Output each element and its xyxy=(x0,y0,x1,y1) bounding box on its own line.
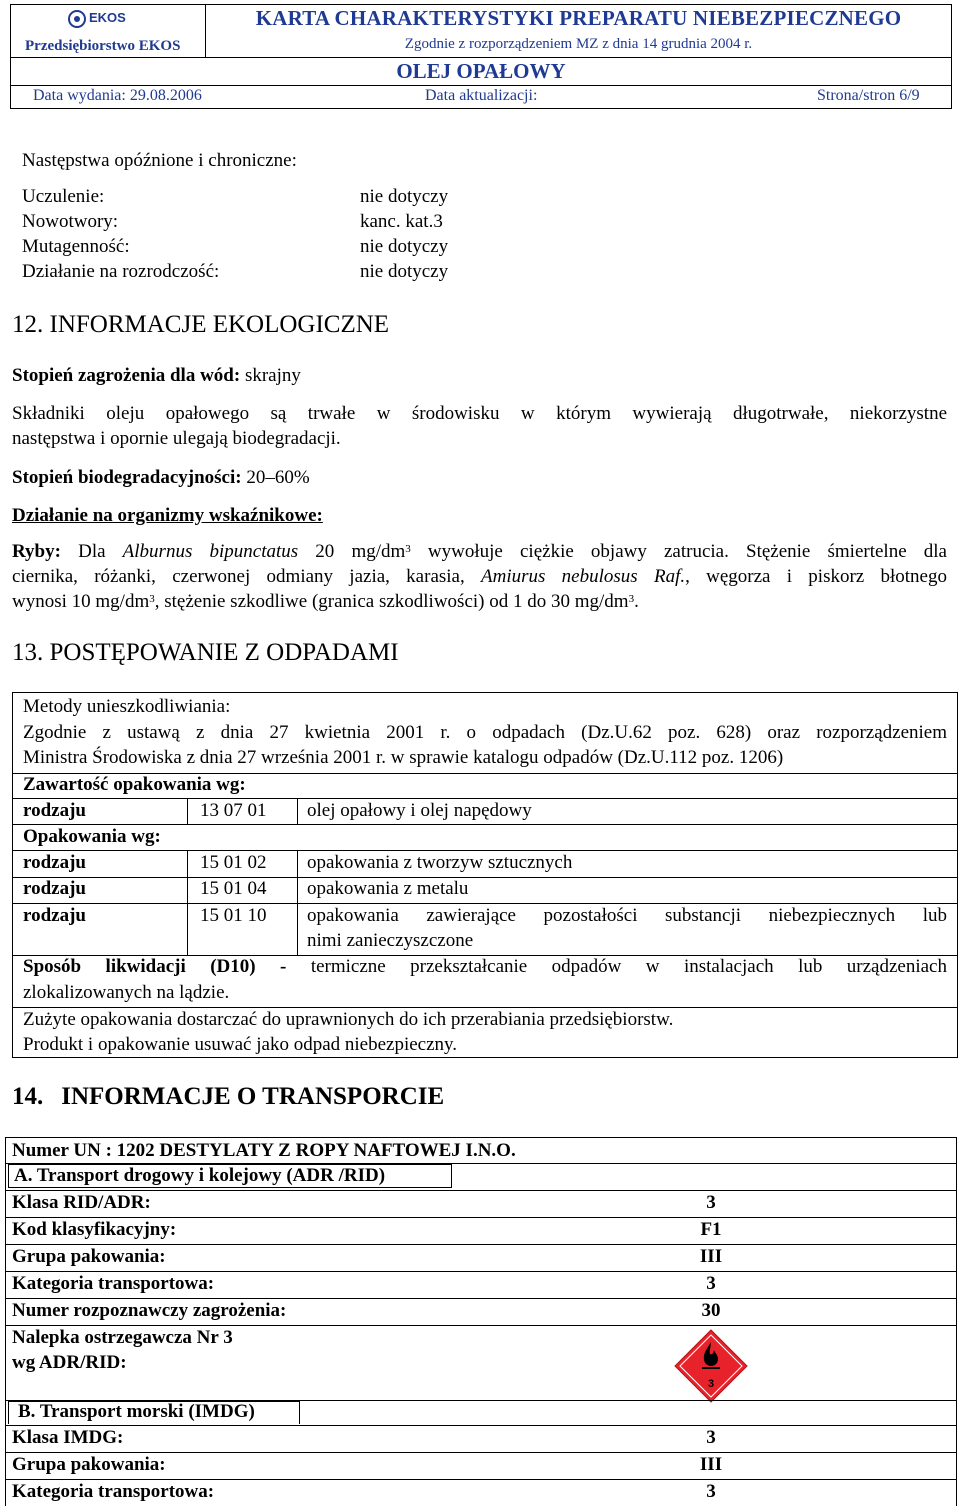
waste-desc: opakowania zawierające pozostałości substancji niebezpiecznych lub xyxy=(307,905,947,926)
chronic-label: Uczulenie: xyxy=(22,186,105,207)
divider xyxy=(13,824,957,825)
disposal-line: zlokalizowanych na lądzie. xyxy=(23,982,230,1003)
waste-box xyxy=(12,692,958,1058)
chronic-heading: Następstwa opóźnione i chroniczne: xyxy=(22,150,297,171)
sea-heading-text: B. Transport morski (IMDG) xyxy=(18,1401,255,1422)
section-14-title xyxy=(12,1082,444,1112)
waste-kind: rodzaju xyxy=(23,852,86,873)
section-14-text: INFORMACJE O TRANSPORCIE xyxy=(61,1083,445,1110)
water-hazard xyxy=(12,365,301,387)
divider xyxy=(297,850,298,955)
title-block xyxy=(206,5,951,57)
fish-text: , węgorza i piskorz błotnego xyxy=(685,566,947,587)
content-label: Zawartość opakowania wg: xyxy=(23,774,246,795)
methods-label: Metody unieszkodliwiania: xyxy=(23,696,231,717)
waste-desc: nimi zanieczyszczone xyxy=(307,930,474,951)
ekos-logo xyxy=(67,8,151,30)
transport-label: Grupa pakowania: xyxy=(12,1454,166,1475)
flammable-diamond-icon xyxy=(673,1328,749,1404)
transport-value: III xyxy=(699,1454,723,1475)
methods-line: Ministra Środowiska z dnia 27 września 2001 r. w sprawie katalogu odpadów (Dz.U.112 poz. 1206) xyxy=(23,747,784,768)
superscript: 3 xyxy=(405,543,411,555)
road-heading-text: A. Transport drogowy i kolejowy (ADR /RID) xyxy=(14,1165,386,1186)
superscript: 3 xyxy=(628,593,635,605)
divider xyxy=(187,850,188,955)
fish-text: Dla xyxy=(60,541,123,562)
transport-value: F1 xyxy=(700,1219,722,1240)
fish-text: , stężenie szkodliwe (granica szkodliwości) od 1 do 30 mg/dm xyxy=(154,591,629,612)
transport-value: 30 xyxy=(701,1300,721,1321)
sea-heading xyxy=(18,1401,255,1423)
road-heading xyxy=(14,1165,385,1187)
fish-label: Ryby: xyxy=(12,541,61,562)
divider xyxy=(6,1271,956,1272)
divider xyxy=(13,798,957,799)
date-row xyxy=(10,84,952,109)
chronic-value: nie dotyczy xyxy=(360,186,449,207)
waste-code: 13 07 01 xyxy=(200,800,267,821)
fish-text: 20 mg/dm xyxy=(298,541,406,562)
indicator-heading: Działanie na organizmy wskaźnikowe: xyxy=(12,505,323,526)
disposal-label: Sposób likwidacji (D10) - xyxy=(23,956,287,977)
transport-value: 3 xyxy=(706,1273,716,1294)
company-name: Przedsiębiorstwo EKOS xyxy=(25,38,181,54)
waste-code: 15 01 02 xyxy=(200,852,267,873)
biodegradability-value: 20–60% xyxy=(241,467,310,488)
fish-line-3 xyxy=(12,591,639,613)
used-packaging-note: Zużyte opakowania dostarczać do uprawnionych do ich przerabiania przedsiębiorstw. xyxy=(23,1009,674,1030)
product-name: OLEJ OPAŁOWY xyxy=(396,59,566,83)
warning-label-text: wg ADR/RID: xyxy=(12,1352,127,1373)
water-hazard-label: Stopień zagrożenia dla wód: xyxy=(12,365,241,386)
transport-label: Kod klasyfikacyjny: xyxy=(12,1219,177,1240)
divider xyxy=(6,1425,956,1426)
fish-text: wynosi 10 mg/dm xyxy=(12,591,150,612)
waste-code: 15 01 10 xyxy=(200,905,267,926)
waste-code: 15 01 04 xyxy=(200,878,267,899)
waste-desc: opakowania z metalu xyxy=(307,878,469,899)
document-title: KARTA CHARAKTERYSTYKI PREPARATU NIEBEZPIECZNEGO xyxy=(255,6,902,30)
waste-desc: olej opałowy i olej napędowy xyxy=(307,800,532,821)
fish-text: ciernika, różanki, czerwonej odmiany jazia, karasia, xyxy=(12,566,482,587)
chronic-value: nie dotyczy xyxy=(360,236,449,257)
eco-paragraph-line: następstwa i opornie ulegają biodegradacji. xyxy=(12,428,341,449)
document-subtitle: Zgodnie z rozporządzeniem MZ z dnia 14 grudnia 2004 r. xyxy=(404,36,753,52)
chronic-label: Mutagenność: xyxy=(22,236,130,257)
water-hazard-value: skrajny xyxy=(240,365,301,386)
divider xyxy=(6,1217,956,1218)
biodegradability xyxy=(12,467,310,489)
diamond-number: 3 xyxy=(707,1378,715,1390)
update-date: Data aktualizacji: xyxy=(425,87,538,104)
chronic-label: Nowotwory: xyxy=(22,211,119,232)
issue-date: Data wydania: 29.08.2006 xyxy=(33,87,202,104)
section-14-number: 14. xyxy=(12,1083,44,1110)
divider xyxy=(13,1007,957,1008)
divider xyxy=(6,1244,956,1245)
waste-kind: rodzaju xyxy=(23,800,86,821)
warning-label-text: Nalepka ostrzegawcza Nr 3 xyxy=(12,1327,233,1348)
transport-label: Kategoria transportowa: xyxy=(12,1481,215,1502)
company-box xyxy=(11,5,206,57)
logo-text: EKOS xyxy=(89,10,126,25)
divider xyxy=(6,1298,956,1299)
divider xyxy=(6,1325,956,1326)
transport-value: 3 xyxy=(706,1427,716,1448)
superscript: 3 xyxy=(149,593,155,605)
disposal-line xyxy=(23,956,947,978)
species-name: Alburnus bipunctatus xyxy=(122,541,299,562)
transport-value: III xyxy=(699,1246,723,1267)
disposal-text: termiczne przekształcanie odpadów w instalacjach lub urządzeniach xyxy=(310,956,947,977)
divider xyxy=(13,903,957,904)
packaging-label: Opakowania wg: xyxy=(23,826,161,847)
transport-table xyxy=(5,1137,957,1506)
divider xyxy=(187,798,188,824)
divider xyxy=(6,1479,956,1480)
section-12-title: 12. INFORMACJE EKOLOGICZNE xyxy=(12,311,390,338)
chronic-value: nie dotyczy xyxy=(360,261,449,282)
divider xyxy=(13,877,957,878)
eco-paragraph-line: Składniki oleju opałowego są trwałe w środowisku w którym wywierają długotrwałe, niekorzystne xyxy=(12,403,947,424)
transport-label: Grupa pakowania: xyxy=(12,1246,166,1267)
chronic-value: kanc. kat.3 xyxy=(360,211,443,232)
divider xyxy=(6,1452,956,1453)
waste-kind: rodzaju xyxy=(23,878,86,899)
transport-value: 3 xyxy=(706,1192,716,1213)
un-number: Numer UN : 1202 DESTYLATY Z ROPY NAFTOWEJ I.N.O. xyxy=(12,1140,516,1161)
page-number: Strona/stron 6/9 xyxy=(817,87,920,104)
transport-label: Numer rozpoznawczy zagrożenia: xyxy=(12,1300,287,1321)
transport-label: Klasa IMDG: xyxy=(12,1427,124,1448)
divider xyxy=(297,798,298,824)
waste-desc: opakowania z tworzyw sztucznych xyxy=(307,852,573,873)
transport-value: 3 xyxy=(706,1481,716,1502)
document-header xyxy=(10,4,952,86)
species-name: Amiurus nebulosus Raf. xyxy=(481,566,686,587)
product-disposal-note: Produkt i opakowanie usuwać jako odpad niebezpieczny. xyxy=(23,1034,458,1055)
methods-line: Zgodnie z ustawą z dnia 27 kwietnia 2001 r. o odpadach (Dz.U.62 poz. 628) oraz rozporządzeniem xyxy=(23,722,947,743)
transport-label: Kategoria transportowa: xyxy=(12,1273,215,1294)
divider xyxy=(6,1190,956,1191)
product-row xyxy=(11,57,951,84)
transport-label: Klasa RID/ADR: xyxy=(12,1192,151,1213)
divider xyxy=(13,850,957,851)
waste-kind: rodzaju xyxy=(23,905,86,926)
fish-line-1 xyxy=(12,541,947,563)
biodegradability-label: Stopień biodegradacyjności: xyxy=(12,467,242,488)
fish-text: wywołuje ciężkie objawy zatrucia. Stężenie śmiertelne dla xyxy=(410,541,947,562)
fish-text: . xyxy=(634,591,639,612)
section-13-title: 13. POSTĘPOWANIE Z ODPADAMI xyxy=(12,639,399,666)
chronic-label: Działanie na rozrodczość: xyxy=(22,261,220,282)
fish-line-2 xyxy=(12,566,947,588)
